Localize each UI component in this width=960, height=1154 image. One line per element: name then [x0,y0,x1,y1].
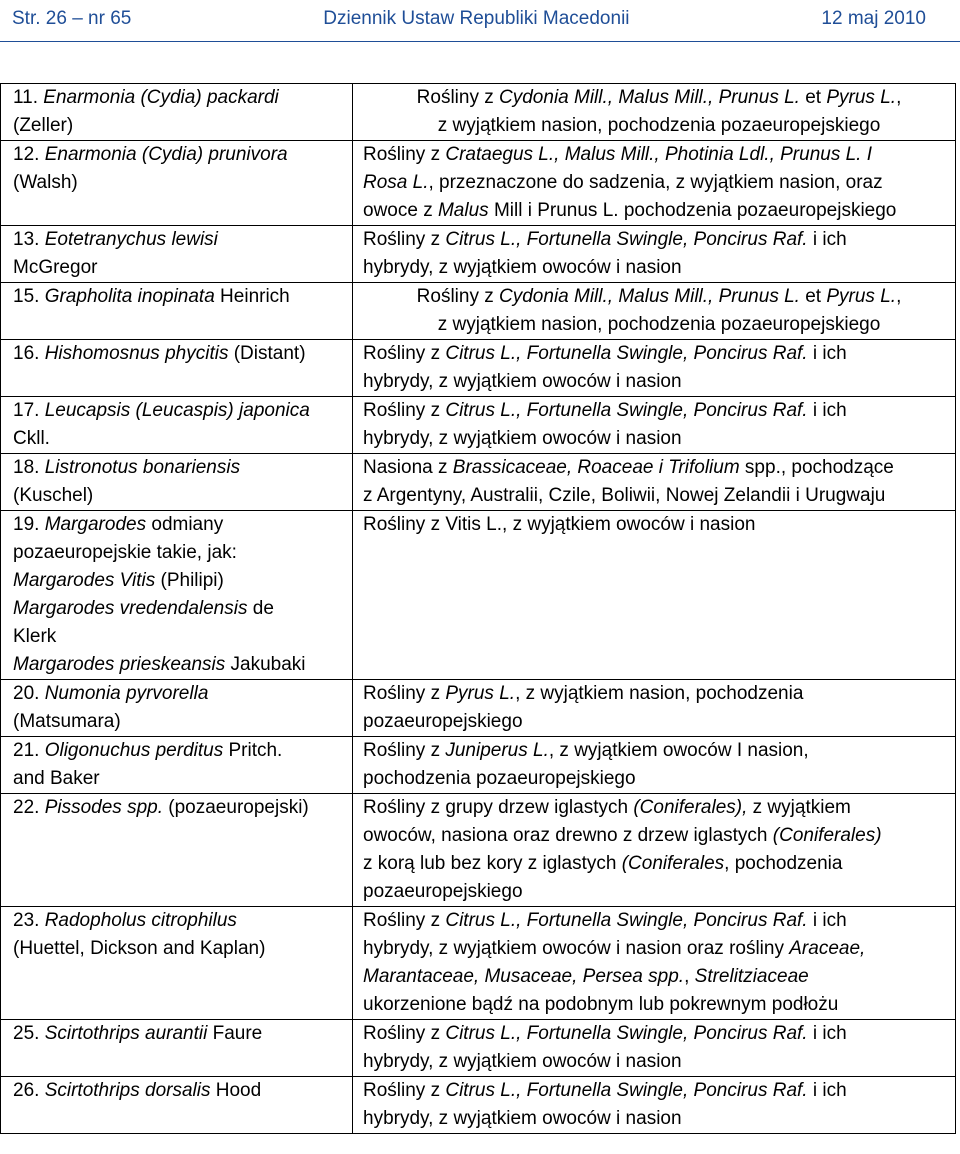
table-row [1,340,956,397]
cell-text: spp., pochodzące [739,457,894,478]
latin-name-text: Hishomosnus phycitis [44,343,229,364]
host-plants-cell [353,141,956,226]
latin-name-text: Pyrus L. [445,683,516,704]
latin-name-text: Enarmonia (Cydia) prunivora [44,144,288,165]
latin-name-text: Pissodes spp. [44,797,163,818]
latin-name-text: Radopholus citrophilus [44,910,237,931]
cell-text: i ich [807,1023,847,1044]
cell-text: i ich [807,400,847,421]
table-row [1,397,956,454]
latin-name-text: Pyrus L. [826,286,897,307]
cell-text: Ckll. [13,428,50,449]
cell-text: de [247,598,274,619]
cell-text: 15. [13,286,45,307]
cell-text: odmiany [146,514,224,535]
cell-text: Rośliny z [416,87,500,108]
cell-text: i ich [807,1080,847,1101]
cell-text: i ich [807,910,847,931]
page-header [0,0,960,42]
cell-text: (pozaeuropejski) [163,797,309,818]
cell-text: et [799,286,827,307]
latin-name-text: Citrus L., Fortunella Swingle, Poncirus Raf. [445,910,808,931]
cell-text: (Walsh) [13,172,78,193]
cell-text: Rośliny z [363,1023,446,1044]
organism-cell [1,84,353,141]
cell-text: 23. [13,910,45,931]
cell-text: z Argentyny, Australii, Czile, Boliwii, Nowej Zelandii i Urugwaju [363,485,886,506]
cell-text: (Distant) [228,343,306,364]
cell-text: 12. [13,144,45,165]
latin-name-text: Eotetranychus lewisi [44,229,218,250]
cell-text: McGregor [13,257,98,278]
quarantine-pest-table [0,83,956,1134]
host-plants-cell [353,1020,956,1077]
latin-name-text: (Coniferales) [772,825,882,846]
latin-name-text: Araceae, [789,938,866,959]
latin-name-text: Malus [437,200,489,221]
latin-name-text: Margarodes vredendalensis [13,598,248,619]
latin-name-text: Listronotus bonariensis [44,457,241,478]
cell-text: 18. [13,457,45,478]
table-row [1,511,956,680]
latin-name-text: Scirtothrips aurantii [44,1023,208,1044]
table-row [1,1077,956,1134]
table-row [1,141,956,226]
organism-cell [1,226,353,283]
header-divider [0,41,960,42]
cell-text: z wyjątkiem nasion, pochodzenia pozaeuropejskiego [437,115,881,136]
latin-name-text: Oligonuchus perditus [44,740,224,761]
cell-text: hybrydy, z wyjątkiem owoców i nasion [363,371,682,392]
host-plants-cell [353,226,956,283]
organism-cell [1,397,353,454]
latin-name-text: (Coniferales), [633,797,748,818]
latin-name-text: Margarodes [44,514,147,535]
organism-cell [1,1077,353,1134]
cell-text: 13. [13,229,45,250]
host-plants-cell [353,907,956,1020]
cell-text: Klerk [13,626,57,647]
cell-text: 21. [13,740,45,761]
latin-name-text: (Coniferales [621,853,725,874]
cell-text: Mill i Prunus L. pochodzenia pozaeuropejskiego [488,200,897,221]
cell-text: Rośliny z grupy drzew iglastych [363,797,634,818]
cell-text: Rośliny z [363,683,446,704]
cell-text: pozaeuropejskiego [363,881,523,902]
organism-cell [1,340,353,397]
latin-name-text: Citrus L., Fortunella Swingle, Poncirus Raf. [445,1023,808,1044]
cell-text: Rośliny z Vitis L., z wyjątkiem owoców i nasion [363,514,756,535]
latin-name-text: Juniperus L. [445,740,549,761]
table-row [1,84,956,141]
latin-name-text: Grapholita inopinata [44,286,215,307]
cell-text: Nasiona z [363,457,453,478]
cell-text: Jakubaki [225,654,306,675]
cell-text: hybrydy, z wyjątkiem owoców i nasion oraz rośliny [363,938,790,959]
cell-text: Rośliny z [363,343,446,364]
organism-cell [1,283,353,340]
cell-text: and Baker [13,768,100,789]
latin-name-text: Citrus L., Fortunella Swingle, Poncirus Raf. [445,229,808,250]
table-row [1,283,956,340]
host-plants-cell [353,737,956,794]
table-row [1,794,956,907]
latin-name-text: Pyrus L. [826,87,897,108]
host-plants-cell [353,283,956,340]
latin-name-text: Margarodes prieskeansis [13,654,226,675]
cell-text: , z wyjątkiem nasion, pochodzenia [515,683,804,704]
host-plants-cell [353,794,956,907]
cell-text: owoce z [363,200,438,221]
cell-text: (Huettel, Dickson and Kaplan) [13,938,266,959]
host-plants-cell [353,397,956,454]
organism-cell [1,737,353,794]
latin-name-text: Cydonia Mill., Malus Mill., Prunus L. [499,87,800,108]
table-row [1,680,956,737]
latin-name-text: Scirtothrips dorsalis [44,1080,211,1101]
organism-cell [1,680,353,737]
cell-text: Rośliny z [363,229,446,250]
cell-text: owoców, nasiona oraz drewno z drzew iglastych [363,825,773,846]
table-body [1,84,956,1134]
cell-text: (Philipi) [155,570,224,591]
journal-title: Dziennik Ustaw Republiki Macedonii [323,8,630,29]
table-row [1,454,956,511]
host-plants-cell [353,454,956,511]
page-number: Str. 26 – nr 65 [12,8,132,29]
cell-text: z wyjątkiem nasion, pochodzenia pozaeuropejskiego [437,314,881,335]
cell-text: Hood [210,1080,262,1101]
organism-cell [1,907,353,1020]
cell-text: Heinrich [214,286,290,307]
host-plants-cell [353,511,956,680]
cell-text: Rośliny z [363,1080,446,1101]
latin-name-text: Marantaceae, Musaceae, Persea spp. [363,966,685,987]
cell-text: z wyjątkiem [747,797,851,818]
cell-text: hybrydy, z wyjątkiem owoców i nasion [363,257,682,278]
cell-text: , przeznaczone do sadzenia, z wyjątkiem nasion, oraz [428,172,883,193]
host-plants-cell [353,84,956,141]
issue-date: 12 maj 2010 [821,8,926,29]
organism-cell [1,454,353,511]
table-row [1,226,956,283]
latin-name-text: Numonia pyrvorella [44,683,209,704]
cell-text: 17. [13,400,45,421]
cell-text: , [896,87,902,108]
organism-cell [1,141,353,226]
cell-text: (Zeller) [13,115,74,136]
cell-text: Rośliny z [363,400,446,421]
cell-text: (Matsumara) [13,711,121,732]
cell-text: pochodzenia pozaeuropejskiego [363,768,636,789]
latin-name-text: Citrus L., Fortunella Swingle, Poncirus Raf. [445,1080,808,1101]
latin-name-text: Leucapsis (Leucaspis) japonica [44,400,310,421]
table-row [1,1020,956,1077]
cell-text: 25. [13,1023,45,1044]
cell-text: (Kuschel) [13,485,94,506]
latin-name-text: Margarodes Vitis [13,570,156,591]
cell-text: ukorzenione bądź na podobnym lub pokrewnym podłożu [363,994,839,1015]
cell-text: i ich [807,229,847,250]
cell-text: 26. [13,1080,45,1101]
host-plants-cell [353,680,956,737]
cell-text: hybrydy, z wyjątkiem owoców i nasion [363,1108,682,1129]
organism-cell [1,511,353,680]
cell-text: Rośliny z [363,910,446,931]
cell-text: Faure [207,1023,263,1044]
cell-text: , [896,286,902,307]
latin-name-text: Citrus L., Fortunella Swingle, Poncirus Raf. [445,343,808,364]
organism-cell [1,794,353,907]
cell-text: Pritch. [223,740,283,761]
cell-text: et [799,87,827,108]
latin-name-text: Crataegus L., Malus Mill., Photinia Ldl., Prunus L. I [445,144,873,165]
latin-name-text: Enarmonia (Cydia) packardi [43,87,279,108]
table-row [1,737,956,794]
table-row [1,907,956,1020]
cell-text: 19. [13,514,45,535]
latin-name-text: Cydonia Mill., Malus Mill., Prunus L. [499,286,800,307]
cell-text: 20. [13,683,45,704]
latin-name-text: Strelitziaceae [694,966,809,987]
cell-text: Rośliny z [363,740,446,761]
cell-text: pozaeuropejskiego [363,711,523,732]
cell-text: hybrydy, z wyjątkiem owoców i nasion [363,1051,682,1072]
cell-text: , z wyjątkiem owoców I nasion, [548,740,809,761]
host-plants-cell [353,340,956,397]
latin-name-text: Rosa L. [363,172,429,193]
cell-text: z korą lub bez kory z iglastych [363,853,622,874]
host-plants-cell [353,1077,956,1134]
cell-text: i ich [807,343,847,364]
cell-text: , pochodzenia [724,853,843,874]
cell-text: 22. [13,797,45,818]
cell-text: Rośliny z [416,286,500,307]
latin-name-text: Citrus L., Fortunella Swingle, Poncirus Raf. [445,400,808,421]
cell-text: Rośliny z [363,144,446,165]
cell-text: pozaeuropejskie takie, jak: [13,542,237,563]
cell-text: 11. [13,87,44,108]
cell-text: 16. [13,343,45,364]
organism-cell [1,1020,353,1077]
cell-text: , [684,966,695,987]
cell-text: hybrydy, z wyjątkiem owoców i nasion [363,428,682,449]
latin-name-text: Brassicaceae, Roaceae i Trifolium [452,457,740,478]
